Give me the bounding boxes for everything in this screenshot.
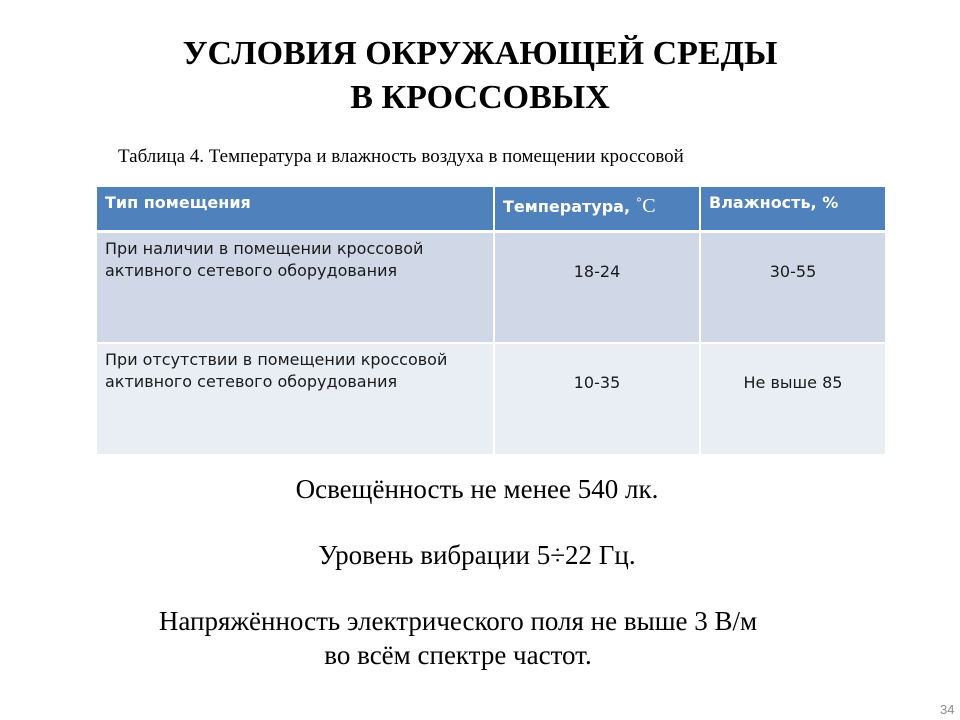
electric-field-line-1: Напряжённость электрического поля не выше 3 В/м	[158, 606, 758, 636]
slide-title-line-2: В КРОССОВЫХ	[350, 79, 610, 116]
table-row	[97, 231, 885, 343]
cell-temperature: 18-24	[494, 231, 700, 343]
electric-field-requirement	[0, 604, 938, 672]
header-room-type: Тип помещения	[97, 187, 494, 231]
cell-room: При отсутствии в помещении кроссовой активного сетевого оборудования	[97, 343, 494, 455]
table-caption: Таблица 4. Температура и влажность воздуха в помещении кроссовой	[118, 146, 684, 167]
page-number: 34	[940, 702, 955, 717]
cell-humidity: Не выше 85	[700, 343, 885, 455]
cell-room: При наличии в помещении кроссовой активного сетевого оборудования	[97, 231, 494, 343]
conditions-table	[97, 187, 885, 456]
header-temperature	[494, 187, 700, 231]
table-header-row	[97, 187, 885, 231]
illumination-requirement: Освещённость не менее 540 лк.	[295, 474, 659, 504]
electric-field-line-2: во всём спектре частот.	[324, 640, 592, 670]
header-humidity: Влажность, %	[700, 187, 885, 231]
cell-humidity: 30-55	[700, 231, 885, 343]
header-temperature-label: Температура,	[503, 197, 636, 216]
slide-title-line-1: УСЛОВИЯ ОКРУЖАЮЩЕЙ СРЕДЫ	[182, 35, 778, 72]
vibration-requirement: Уровень вибрации 5÷22 Гц.	[318, 540, 636, 570]
slide-title	[0, 32, 960, 120]
header-temperature-unit: ˚C	[635, 195, 656, 217]
cell-temperature: 10-35	[494, 343, 700, 455]
table-row	[97, 343, 885, 455]
